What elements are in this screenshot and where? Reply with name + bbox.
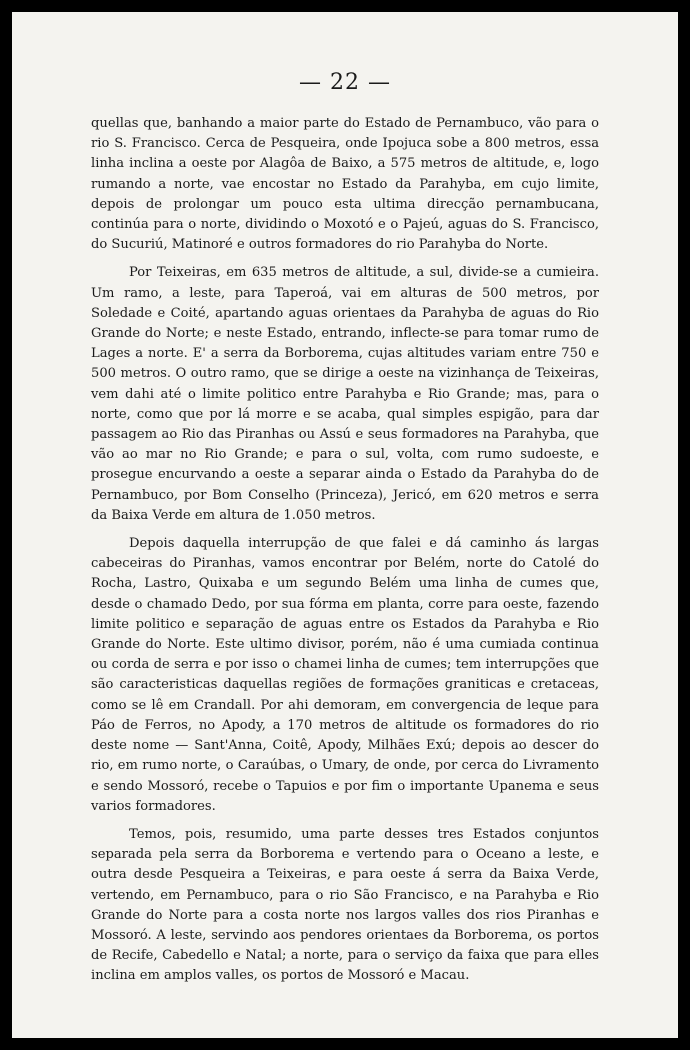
paragraph-3: Depois daquella interrupção de que falei e dá caminho ás largas cabeceiras do Piranhas, vamos encontrar por Belém, norte do Catolé do Rocha, Lastro, Quixaba e um segundo Belém uma linha de cumes que, desde o chamado Dedo, por sua fórma em planta, corre para oeste, fazendo limite politico e separação de aguas entre os Estados da Parahyba e Rio Grande do Norte. Este ultimo divisor, porém, não é uma cumiada continua ou corda de serra e por isso o chamei linha de cumes; tem interrupções que são caracteristicas daquellas regiões de formações graniticas e cretaceas, como se lê em Crandall. Por ahi demoram, em convergencia de leque para Páo de Ferros, no Apody, a 170 metros de altitude os formadores do rio deste nome — Sant'Anna, Coitê, Apody, Milhães Exú; depois ao descer do rio, em rumo norte, o Caraúbas, o Umary, de onde, por cerca do Livramento e sendo Mossoró, recebe o Tapuios e por fim o importante Upanema e seus varios formadores. — [91, 536, 599, 814]
paragraph-4: Temos, pois, resumido, uma parte desses tres Estados conjuntos separada pela serra da Borborema e vertendo para o Oceano a leste, e outra desde Pesqueira a Teixeiras, e para oeste á serra da Baixa Verde, vertendo, em Pernambuco, para o rio São Francisco, e na Parahyba e Rio Grande do Norte para a costa norte nos largos valles dos rios Piranhas e Mossoró. A leste, servindo aos pendores orientaes da Borborema, os portos de Recife, Cabedello e Natal; a norte, para o serviço da faixa que para elles inclina em amplos valles, os portos de Mossoró e Macau. — [91, 826, 599, 984]
document-page — [12, 12, 678, 1038]
paragraph-2: Por Teixeiras, em 635 metros de altitude, a sul, divide-se a cumieira. Um ramo, a leste, para Taperoá, vai em alturas de 500 metros, por Soledade e Coité, apartando aguas orientaes da Parahyba de aguas do Rio Grande do Norte; e neste Estado, entrando, inflecte-se para tomar rumo de Lages a norte. E' a serra da Borborema, cujas altitudes variam entre 750 e 500 metros. O outro ramo, que se dirige a oeste na vizinhança de Teixeiras, vem dahi até o limite politico entre Parahyba e Rio Grande; mas, para o norte, como que por lá morre e se acaba, qual simples espigão, para dar passagem ao Rio das Piranhas ou Assú e seus formadores na Parahyba, que vão ao mar no Rio Grande; e para o sul, volta, com rumo sudoeste, e prosegue encurvando a oeste a separar ainda o Estado da Parahyba do de Pernambuco, por Bom Conselho (Princeza), Jericó, em 620 metros e serra da Baixa Verde em altura de 1.050 metros. — [91, 265, 599, 523]
body-text — [91, 114, 599, 987]
paragraph-1: quellas que, banhando a maior parte do Estado de Pernambuco, vão para o rio S. Francisco. Cerca de Pesqueira, onde Ipojuca sobe a 800 metros, essa linha inclina a oeste por Alagôa de Baixo, a 575 metros de altitude, e, logo rumando a norte, vae encostar no Estado da Parahyba, em cujo limite, depois de prolongar um pouco esta ultima direcção pernambucana, continúa para o norte, dividindo o Moxotó e o Pajeú, aguas do S. Francisco, do Sucuriú, Matinoré e outros formadores do rio Parahyba do Norte. — [91, 116, 599, 253]
page-number: — 22 — — [299, 70, 391, 95]
